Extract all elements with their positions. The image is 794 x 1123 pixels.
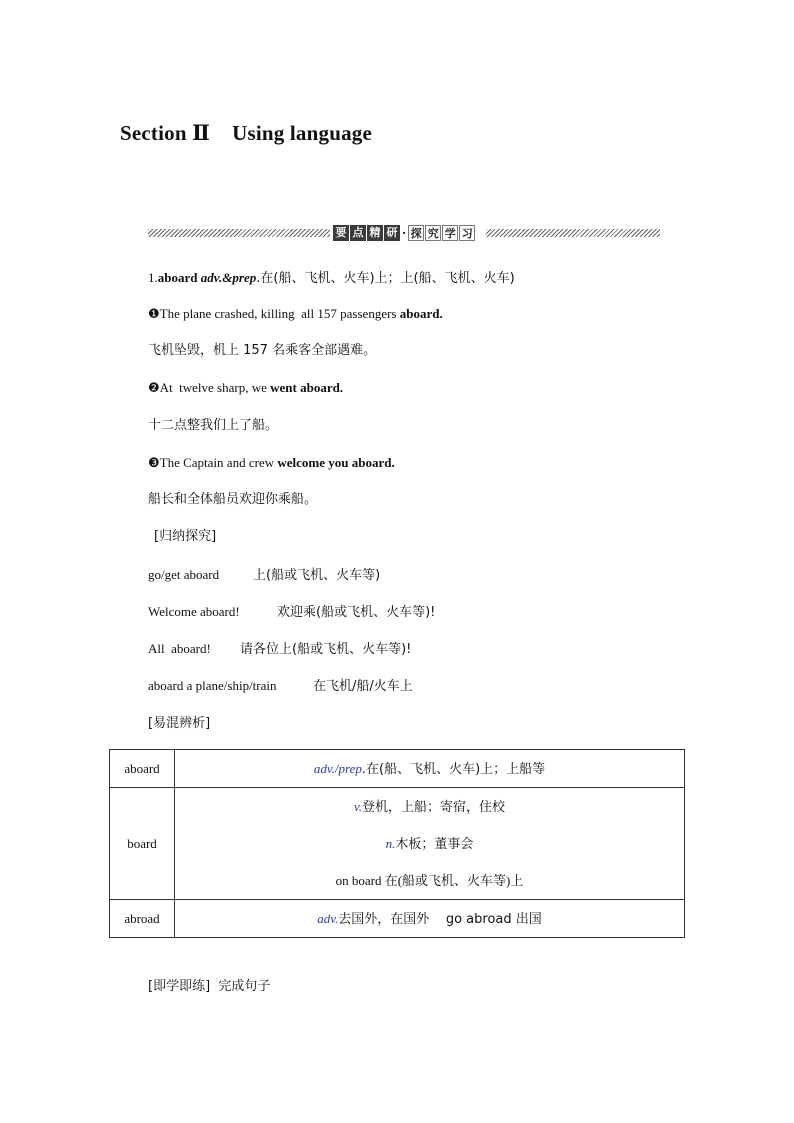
- entry-headword: 1.aboard adv.&prep.在(船、飞机、火车)上；上(船、飞机、火车): [148, 270, 515, 286]
- banner-char: 学: [442, 225, 458, 241]
- banner-char: 精: [367, 225, 383, 241]
- table-cell-word: aboard: [110, 750, 175, 788]
- summary-item: aboard a plane/ship/train 在飞机/船/火车上: [148, 678, 413, 694]
- banner-dot: ·: [402, 226, 407, 240]
- table-cell-word: abroad: [110, 900, 175, 938]
- example-2-en: ❷At twelve sharp, we went aboard.: [148, 380, 344, 396]
- banner-char: 要: [333, 225, 349, 241]
- banner-char: 习: [459, 225, 475, 241]
- banner-char: 研: [384, 225, 400, 241]
- table-row: [110, 750, 685, 788]
- example-1-en: ❶The plane crashed, killing all 157 passengers aboard.: [148, 306, 443, 322]
- table-cell-meaning: adv./prep.在(船、飞机、火车)上；上船等: [175, 750, 685, 788]
- section-number: Section Ⅱ: [120, 121, 211, 145]
- practice-heading: [即学即练] 完成句子: [148, 979, 271, 994]
- section-banner: [148, 223, 660, 243]
- summary-item: go/get aboard 上(船或飞机、火车等): [148, 567, 381, 583]
- summary-heading: [归纳探究]: [154, 529, 217, 544]
- banner-char: 探: [408, 225, 424, 241]
- table-cell-word: board: [110, 788, 175, 900]
- example-2-zh: 十二点整我们上了船。: [148, 418, 279, 433]
- banner-hatch-left: [148, 229, 330, 237]
- summary-item: All aboard! 请各位上(船或飞机、火车等)!: [148, 641, 412, 657]
- table-row: [110, 900, 685, 938]
- banner-hatch-right: [486, 229, 660, 237]
- table-cell-meaning: v.登机，上船；寄宿，住校 n.木板；董事会 on board 在(船或飞机、火车等)上: [175, 788, 685, 900]
- summary-item: Welcome aboard! 欢迎乘(船或飞机、火车等)!: [148, 604, 436, 620]
- example-3-zh: 船长和全体船员欢迎你乘船。: [148, 492, 318, 507]
- banner-label: [333, 224, 475, 242]
- example-3-en: ❸The Captain and crew welcome you aboard.: [148, 455, 395, 471]
- banner-char: 点: [350, 225, 366, 241]
- table-cell-meaning: adv.去国外，在国外 go abroad 出国: [175, 900, 685, 938]
- compare-heading: [易混辨析]: [148, 716, 211, 731]
- table-row: [110, 788, 685, 900]
- banner-char: 究: [425, 225, 441, 241]
- example-1-zh: 飞机坠毁，机上 157 名乘客全部遇难。: [148, 343, 377, 358]
- page-title: [120, 120, 372, 146]
- comparison-table: [109, 749, 685, 938]
- section-name: Using language: [232, 121, 372, 145]
